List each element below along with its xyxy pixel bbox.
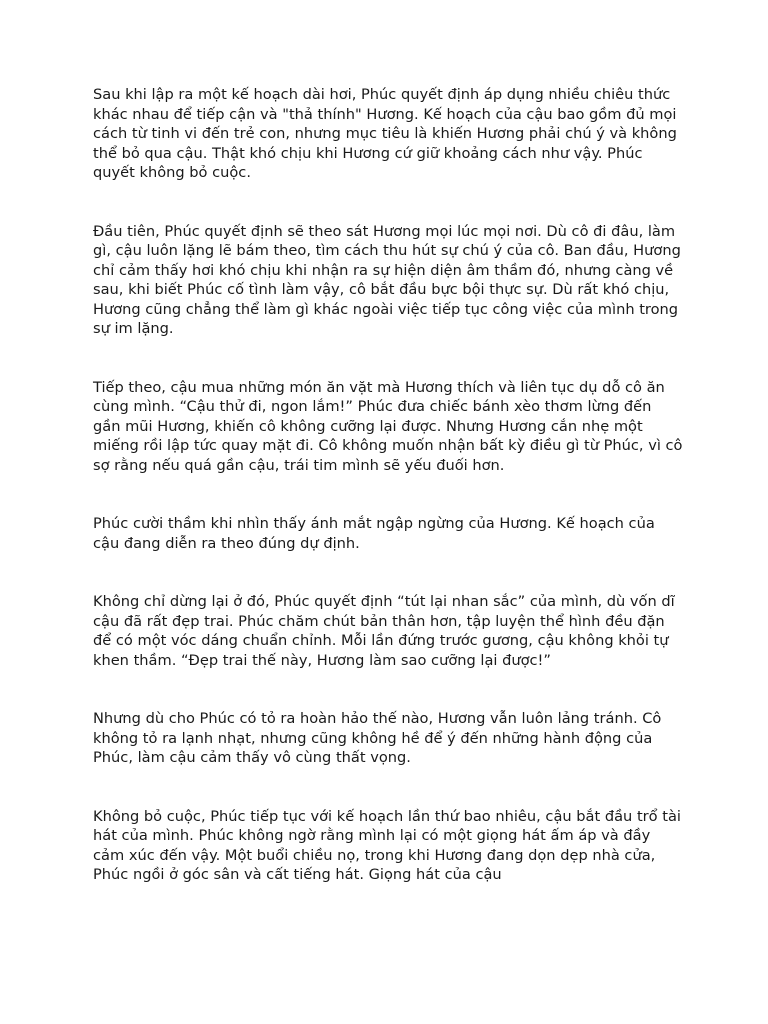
paragraph-spacer [93, 183, 683, 222]
paragraph-7: Không bỏ cuộc, Phúc tiếp tục với kế hoạch lần thứ bao nhiêu, cậu bắt đầu trổ tài hát của mình. Phúc không ngờ rằng mình lại có một giọng hát ấm áp và đầy cảm xúc đến vậy. Một buổi chiều nọ, trong khi Hương đang dọn dẹp nhà cửa, Phúc ngồi ở góc sân và cất tiếng hát. Giọng hát của cậu [93, 807, 681, 883]
paragraph-spacer [93, 339, 683, 378]
paragraph-spacer [93, 553, 683, 592]
paragraph-5: Không chỉ dừng lại ở đó, Phúc quyết định “tút lại nhan sắc” của mình, dù vốn dĩ cậu đã rất đẹp trai. Phúc chăm chút bản thân hơn, tập luyện thể hình đều đặn để có một vóc dáng chuẩn chỉnh. Mỗi lần đứng trước gương, cậu không khỏi tự khen thầm. “Đẹp trai thế này, Hương làm sao cưỡng lại được!” [93, 593, 675, 669]
paragraph-spacer [93, 670, 683, 709]
paragraph-1: Sau khi lập ra một kế hoạch dài hơi, Phúc quyết định áp dụng nhiều chiêu thức khác nhau để tiếp cận và "thả thính" Hương. Kế hoạch của cậu bao gồm đủ mọi cách từ tinh vi đến trẻ con, nhưng mục tiêu là khiến Hương phải chú ý và không thể bỏ qua cậu. Thật khó chịu khi Hương cứ giữ khoảng cách như vậy. Phúc quyết không bỏ cuộc. [93, 86, 677, 181]
paragraph-spacer [93, 768, 683, 807]
paragraph-2: Đầu tiên, Phúc quyết định sẽ theo sát Hương mọi lúc mọi nơi. Dù cô đi đâu, làm gì, cậu luôn lặng lẽ bám theo, tìm cách thu hút sự chú ý của cô. Ban đầu, Hương chỉ cảm thấy hơi khó chịu khi nhận ra sự hiện diện âm thầm đó, nhưng càng về sau, khi biết Phúc cố tình làm vậy, cô bắt đầu bực bội thực sự. Dù rất khó chịu, Hương cũng chẳng thể làm gì khác ngoài việc tiếp tục công việc của mình trong sự im lặng. [93, 222, 681, 337]
paragraph-3: Tiếp theo, cậu mua những món ăn vặt mà Hương thích và liên tục dụ dỗ cô ăn cùng mình. “Cậu thử đi, ngon lắm!” Phúc đưa chiếc bánh xèo thơm lừng đến gần mũi Hương, khiến cô không cưỡng lại được. Nhưng Hương cắn nhẹ một miếng rồi lập tức quay mặt đi. Cô không muốn nhận bất kỳ điều gì từ Phúc, vì cô sợ rằng nếu quá gần cậu, trái tim mình sẽ yếu đuối hơn. [93, 378, 683, 474]
paragraph-spacer [93, 475, 683, 514]
paragraph-6: Nhưng dù cho Phúc có tỏ ra hoàn hảo thế nào, Hương vẫn luôn lảng tránh. Cô không tỏ ra lạnh nhạt, nhưng cũng không hề để ý đến những hành động của Phúc, làm cậu cảm thấy vô cùng thất vọng. [93, 710, 662, 766]
document-page [93, 85, 683, 885]
paragraph-4: Phúc cười thầm khi nhìn thấy ánh mắt ngập ngừng của Hương. Kế hoạch của cậu đang diễn ra theo đúng dự định. [93, 515, 655, 552]
